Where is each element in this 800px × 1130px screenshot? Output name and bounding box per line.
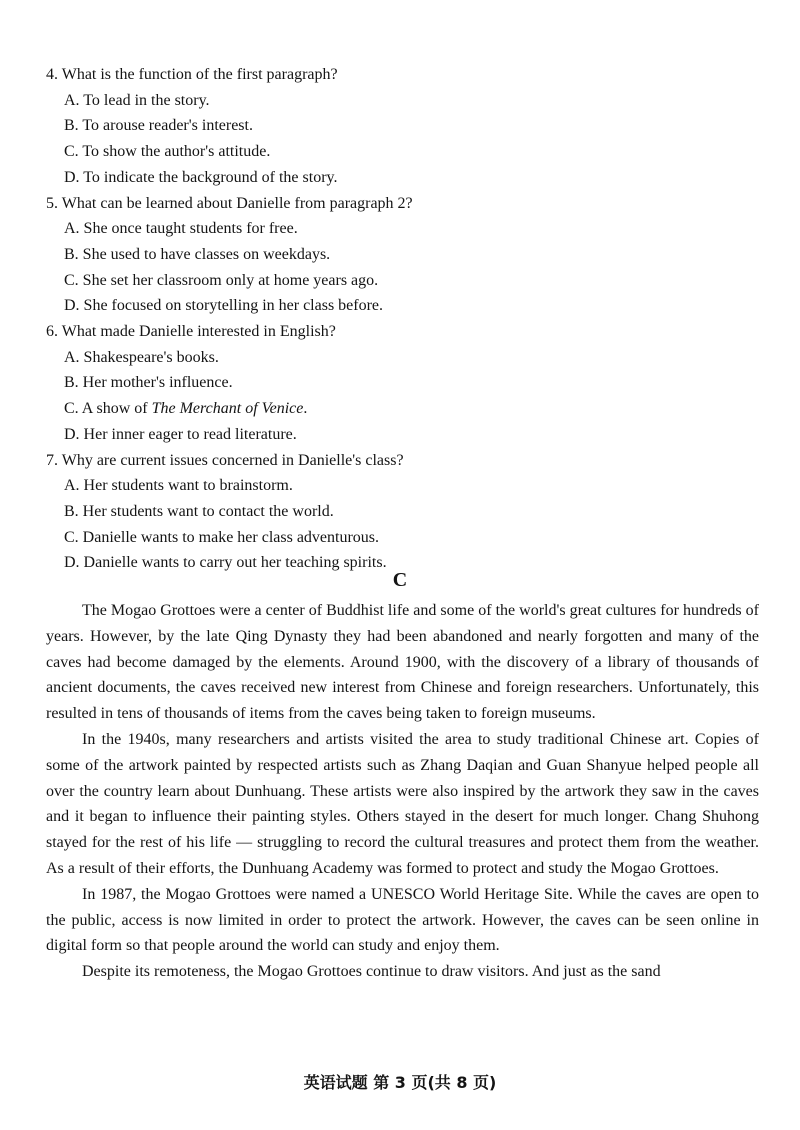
option-c-italic: C. A show of The Merchant of Venice. bbox=[64, 400, 308, 418]
question-5 bbox=[46, 191, 766, 320]
option-a: A. Her students want to brainstorm. bbox=[64, 477, 293, 495]
passage-paragraph-2: In the 1940s, many researchers and artists visited the area to study traditional Chinese art. Copies of some of the artwork painted by respected artists such as Zhang Daqian and Guan Shanyue helped people all over the country learn about Dunhuang. These artists were also inspired by the artwork they saw in the caves and it began to influence their painting styles. Others stayed in the desert for much longer. Chang Shuhong stayed for the rest of his life — struggling to record the cultural treasures and protect them from the weather. As a result of their efforts, the Dunhuang Academy was formed to protect and study the Mogao Grottoes. bbox=[46, 730, 759, 877]
question-4 bbox=[46, 62, 766, 191]
passage-paragraph-3: In 1987, the Mogao Grottoes were named a UNESCO World Heritage Site. While the caves are open to the public, access is now limited in order to protect the artwork. However, the caves can be seen online in digital form so that people around the world can study and enjoy them. bbox=[46, 885, 759, 955]
option-c: C. She set her classroom only at home years ago. bbox=[64, 271, 379, 289]
option-b: B. She used to have classes on weekdays. bbox=[64, 245, 331, 263]
question-list bbox=[46, 62, 766, 576]
option-b: B. To arouse reader's interest. bbox=[64, 117, 253, 135]
option-c: C. To show the author's attitude. bbox=[64, 143, 271, 161]
option-b: B. Her students want to contact the world. bbox=[64, 502, 334, 520]
option-a: A. Shakespeare's books. bbox=[64, 348, 219, 366]
option-d: D. To indicate the background of the story. bbox=[64, 168, 338, 186]
option-d: D. She focused on storytelling in her class before. bbox=[64, 297, 384, 315]
passage-paragraph-4: Despite its remoteness, the Mogao Grottoes continue to draw visitors. And just as the sand bbox=[82, 963, 661, 981]
question-stem: 4. What is the function of the first paragraph? bbox=[46, 66, 338, 83]
passage-c bbox=[46, 598, 759, 985]
question-6 bbox=[46, 319, 766, 448]
option-c: C. Danielle wants to make her class adventurous. bbox=[64, 528, 380, 546]
question-stem: 7. Why are current issues concerned in Danielle's class? bbox=[46, 451, 404, 469]
option-a: A. She once taught students for free. bbox=[64, 220, 298, 238]
option-a: A. To lead in the story. bbox=[64, 91, 210, 109]
question-7 bbox=[46, 448, 766, 577]
question-stem: 6. What made Danielle interested in English? bbox=[46, 323, 336, 341]
passage-paragraph-1: The Mogao Grottoes were a center of Buddhist life and some of the world's great cultures for hundreds of years. However, by the late Qing Dynasty they had been abandoned and nearly forgotten and many of the caves had become damaged by the elements. Around 1900, with the discovery of a library of thousands of ancient documents, the caves received new interest from Chinese and foreign researchers. Unfortunately, this resulted in tens of thousands of items from the caves being taken to foreign museums. bbox=[46, 602, 759, 723]
page-footer: 英语试题 第 3 页(共 8 页) bbox=[303, 1073, 497, 1092]
option-b: B. Her mother's influence. bbox=[64, 374, 233, 392]
option-d: D. Danielle wants to carry out her teaching spirits. bbox=[64, 554, 387, 572]
option-d: D. Her inner eager to read literature. bbox=[64, 425, 297, 443]
question-stem: 5. What can be learned about Danielle from paragraph 2? bbox=[46, 194, 413, 212]
section-heading: C bbox=[392, 569, 408, 591]
